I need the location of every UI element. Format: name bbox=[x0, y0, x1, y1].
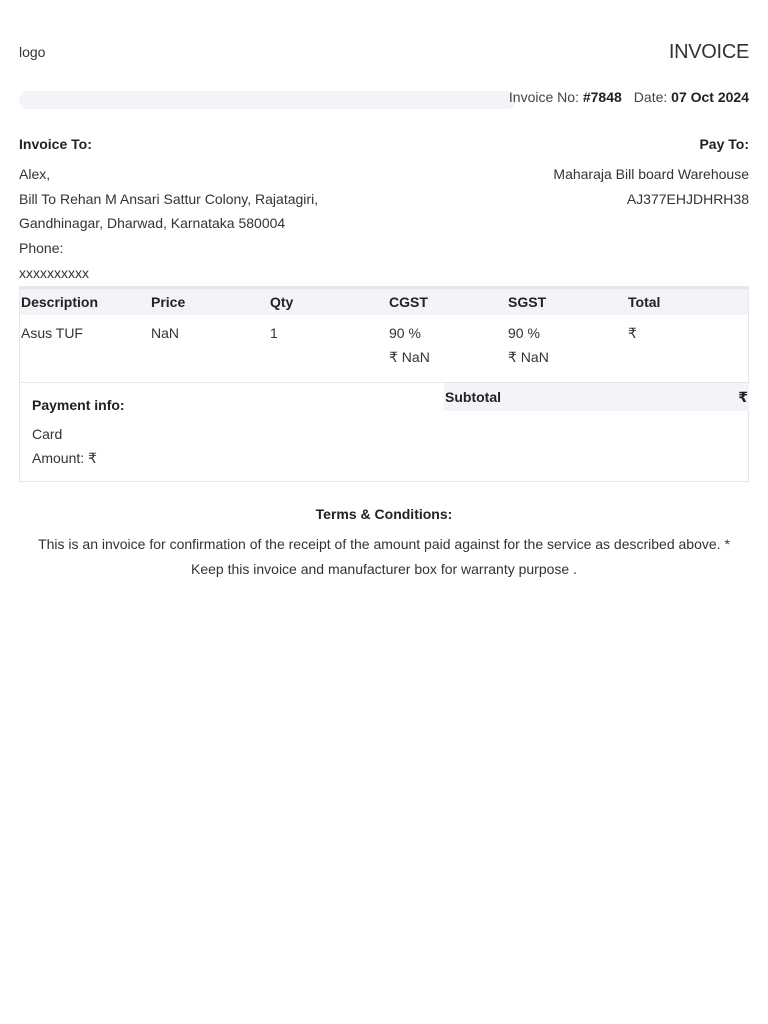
table-row bbox=[20, 315, 748, 383]
cgst-amount: ₹ NaN bbox=[389, 349, 430, 365]
pay-to-line: Maharaja Bill board Warehouse bbox=[553, 166, 749, 182]
items-table bbox=[19, 286, 749, 383]
payment-amount: Amount: ₹ bbox=[32, 450, 97, 466]
pay-to-line: AJ377EHJDHRH38 bbox=[626, 190, 749, 207]
sgst-rate: 90 % bbox=[508, 325, 540, 341]
logo-image bbox=[19, 44, 45, 60]
cgst-rate: 90 % bbox=[389, 325, 421, 341]
cell-total: ₹ bbox=[628, 325, 637, 341]
payment-info bbox=[32, 397, 125, 470]
invoice-meta bbox=[509, 89, 749, 105]
subtotal-value: ₹ bbox=[738, 388, 748, 405]
pay-to-heading: Pay To: bbox=[699, 136, 749, 152]
pay-to-section bbox=[449, 136, 749, 211]
cell-qty: 1 bbox=[270, 325, 278, 341]
subtotal-label: Subtotal bbox=[445, 389, 501, 405]
invoice-to-line: Bill To Rehan M Ansari Sattur Colony, Rajatagiri, bbox=[19, 190, 319, 207]
cell-sgst bbox=[507, 321, 627, 383]
invoice-to-line: xxxxxxxxxx bbox=[19, 264, 89, 281]
column-header-qty: Qty bbox=[270, 294, 294, 310]
date-label: Date: bbox=[633, 89, 668, 105]
terms-section bbox=[19, 506, 749, 582]
payment-method: Card bbox=[32, 426, 63, 442]
column-header-cgst: CGST bbox=[389, 294, 428, 310]
payment-info-heading: Payment info: bbox=[32, 397, 125, 413]
cell-description: Asus TUF bbox=[21, 325, 83, 341]
invoice-date: 07 Oct 2024 bbox=[671, 89, 749, 105]
column-header-sgst: SGST bbox=[508, 294, 547, 310]
invoice-to-line: Alex, bbox=[19, 166, 51, 182]
table-header bbox=[20, 287, 748, 315]
terms-heading: Terms & Conditions: bbox=[315, 506, 453, 522]
payment-summary bbox=[19, 382, 749, 482]
column-header-price: Price bbox=[151, 294, 186, 310]
invoice-title: INVOICE bbox=[668, 41, 749, 63]
cell-cgst bbox=[388, 321, 507, 383]
sgst-amount: ₹ NaN bbox=[508, 349, 549, 365]
invoice-number-label: Invoice No: bbox=[508, 89, 579, 105]
invoice-to-line: Gandhinagar, Dharwad, Karnataka 580004 Phone: bbox=[19, 215, 286, 257]
column-header-description: Description bbox=[21, 294, 99, 310]
header-bar bbox=[19, 91, 516, 109]
terms-body: This is an invoice for confirmation of the receipt of the amount paid against for the service as described above. * Keep this invoice and manufacturer box for warranty purpose . bbox=[38, 536, 730, 577]
logo-alt-text: logo bbox=[19, 44, 46, 60]
cell-price: NaN bbox=[151, 325, 180, 341]
invoice-to-heading: Invoice To: bbox=[19, 136, 92, 152]
column-header-total: Total bbox=[628, 294, 661, 310]
subtotal-row bbox=[444, 383, 749, 411]
invoice-to-section bbox=[19, 136, 329, 286]
invoice-number: #7848 bbox=[582, 89, 622, 105]
